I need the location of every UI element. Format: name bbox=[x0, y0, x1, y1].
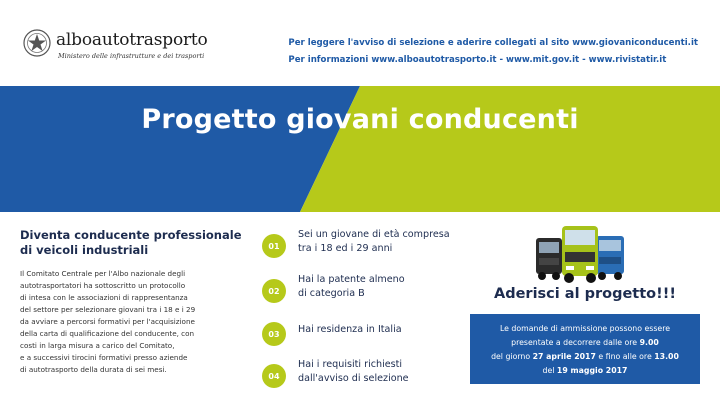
intro-body: Il Comitato Centrale per l'Albo nazionale degli autotrasportatori ha sottoscritto un protocollo di intesa con le associazioni di rappresentanza del settore per selezionare giovani tra i 18 e i 29 da avviare a percorsi formativi per l'acquisizione della carta di qualificazione del conducente, con costi in larga misura a carico del Comitato, e a successivi tirocini formativi presso aziende di autotrasporto della durata di sei mesi. bbox=[20, 269, 196, 374]
albo-logo[interactable] bbox=[22, 28, 222, 68]
intro-heading: Diventa conducente professionale di veicoli industriali bbox=[20, 228, 242, 257]
requirement-item bbox=[262, 228, 482, 258]
requirement-item bbox=[262, 273, 482, 303]
step-number-badge: 04 bbox=[262, 364, 286, 388]
step-number-badge: 02 bbox=[262, 279, 286, 303]
banner-title: Progetto giovani conducenti bbox=[141, 104, 579, 135]
requirement-text: Hai residenza in Italia bbox=[298, 324, 402, 335]
republic-emblem-icon bbox=[22, 28, 52, 62]
application-notice: Le domande di ammissione possono essere presentate a decorrere dalle ore 9.00 del giorno 27 aprile 2017 e fino alle ore 13.00 del 19 maggio 2017 bbox=[470, 314, 700, 384]
requirement-text: Hai la patente almeno di categoria B bbox=[298, 274, 405, 299]
requirement-item bbox=[262, 316, 482, 346]
requirement-text: Hai i requisiti richiesti dall'avviso di selezione bbox=[298, 359, 409, 384]
header bbox=[0, 0, 720, 86]
title-banner bbox=[0, 86, 720, 212]
trucks-illustration bbox=[530, 222, 630, 284]
logo-subtitle: Ministero delle infrastrutture e dei trasporti bbox=[58, 52, 205, 60]
requirement-text: Sei un giovane di età compresa tra i 18 ed i 29 anni bbox=[298, 229, 450, 254]
info-line-website[interactable]: Per leggere l'avviso di selezione e aderire collegati al sito www.giovaniconducenti.it bbox=[288, 38, 698, 48]
step-number-badge: 03 bbox=[262, 322, 286, 346]
requirement-item bbox=[262, 358, 482, 388]
info-links bbox=[288, 35, 698, 69]
join-cta[interactable]: Aderisci al progetto!!! bbox=[494, 286, 676, 302]
logo-wordmark: alboautotrasporto bbox=[56, 30, 208, 50]
intro-section bbox=[20, 228, 255, 376]
info-line-contacts[interactable]: Per informazioni www.alboautotrasporto.it - www.mit.gov.it - www.rivistatir.it bbox=[288, 55, 667, 65]
step-number-badge: 01 bbox=[262, 234, 286, 258]
